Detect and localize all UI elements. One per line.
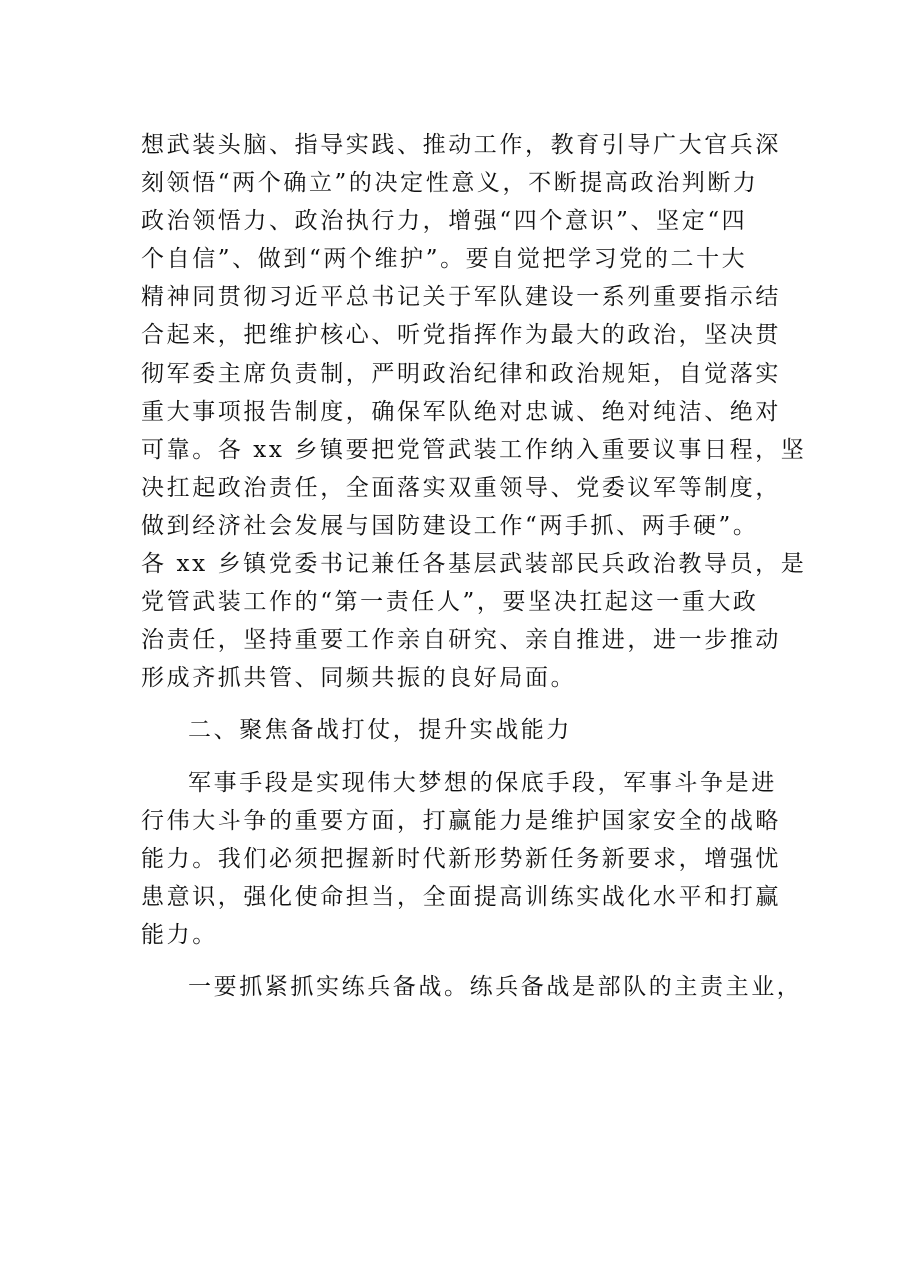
paragraph-gap [141, 750, 781, 764]
body-line: 个自信”、做到“两个维护”。要自觉把学习党的二十大 [141, 246, 748, 273]
body-line: 决扛起政治责任，全面落实双重领导、党委议军等制度， [141, 474, 781, 501]
body-line: 想武装头脑、指导实践、推动工作，教育引导广大官兵深 [141, 132, 781, 158]
body-line: 形成齐抓共管、同频共振的良好局面。 [141, 665, 577, 692]
paragraph-gap [141, 697, 781, 711]
body-line: 彻军委主席负责制，严明政治纪律和政治规矩，自觉落实 [141, 360, 781, 387]
body-line: 做到经济社会发展与国防建设工作“两手抓、两手硬”。 [141, 512, 759, 539]
body-line: 政治领悟力、政治执行力，增强“四个意识”、坚定“四 [141, 208, 748, 235]
body-line: 治责任，坚持重要工作亲自研究、亲自推进，进一步推动 [141, 627, 781, 654]
document-body [141, 126, 807, 1006]
body-line: 能力。 [141, 921, 218, 948]
body-line: 刻领悟“两个确立”的决定性意义，不断提高政治判断力 [141, 170, 759, 197]
body-line: 党管武装工作的“第一责任人”，要坚决扛起这一重大政 [141, 589, 759, 616]
body-line: 重大事项报告制度，确保军队绝对忠诚、绝对纯洁、绝对 [141, 398, 781, 425]
body-line: 精神同贯彻习近平总书记关于军队建设一系列重要指示结 [141, 284, 781, 311]
body-line: 各 xx 乡镇党委书记兼任各基层武装部民兵政治教导员，是 [141, 551, 807, 578]
body-line: 患意识，强化使命担当，全面提高训练实战化水平和打赢 [141, 883, 781, 910]
body-line: 能力。我们必须把握新时代新形势新任务新要求，增强忧 [141, 845, 781, 872]
paragraph-gap [141, 954, 781, 968]
body-line: 军事手段是实现伟大梦想的保底手段，军事斗争是进 [188, 769, 777, 796]
body-line: 一要抓紧抓实练兵备战。练兵备战是部队的主责主业， [188, 973, 803, 1000]
section-heading: 二、聚焦备战打仗，提升实战能力 [188, 717, 572, 744]
body-line: 合起来，把维护核心、听党指挥作为最大的政治，坚决贯 [141, 322, 781, 349]
body-line: 可靠。各 xx 乡镇要把党管武装工作纳入重要议事日程，坚 [141, 436, 807, 463]
body-line: 行伟大斗争的重要方面，打赢能力是维护国家安全的战略 [141, 807, 781, 834]
